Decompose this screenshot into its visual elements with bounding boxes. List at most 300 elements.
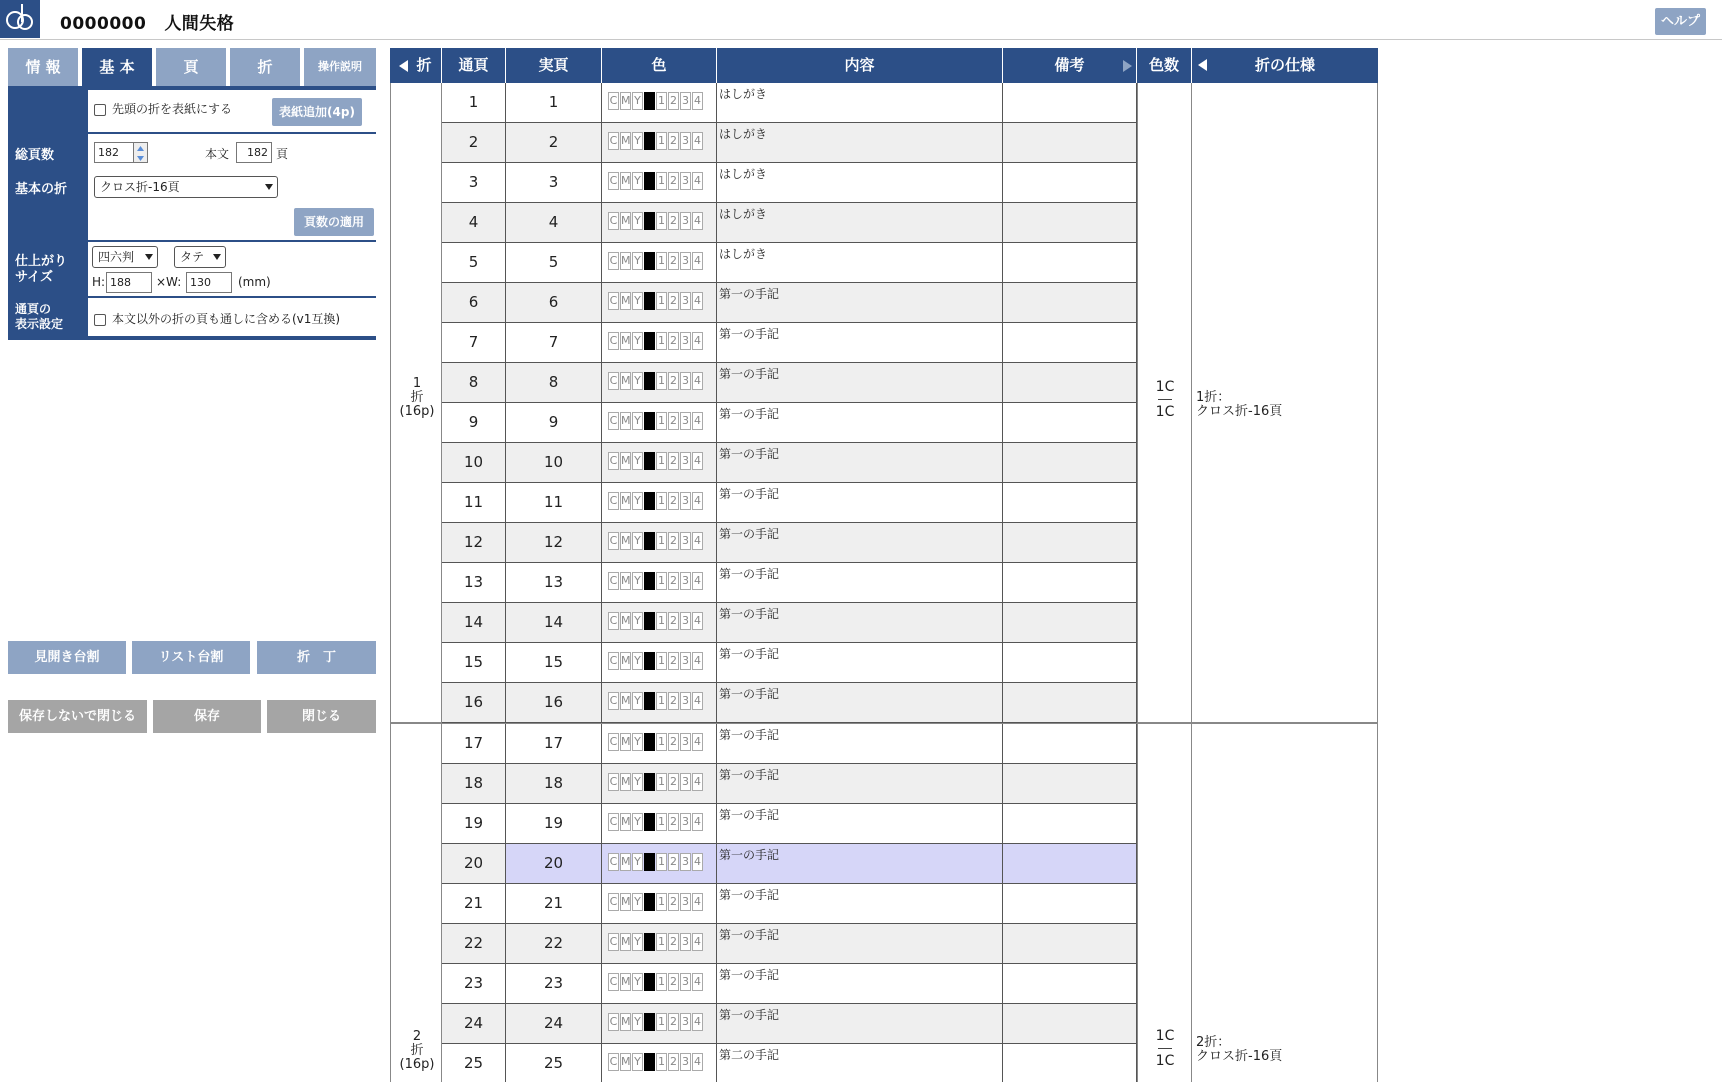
real-page-cell[interactable]: 10 [506, 443, 602, 482]
color-chip-black[interactable] [644, 292, 655, 310]
signature-view-button[interactable]: 折 丁 [257, 641, 376, 674]
color-chip[interactable]: M [620, 572, 631, 590]
color-chip[interactable]: 2 [668, 813, 679, 831]
note-cell[interactable] [1003, 163, 1137, 202]
color-chip[interactable]: 3 [680, 973, 691, 991]
color-chip[interactable]: 4 [692, 692, 703, 710]
content-cell[interactable]: 第一の手記 [717, 924, 1003, 963]
color-chip[interactable]: 3 [680, 132, 691, 150]
color-chip[interactable]: M [620, 1053, 631, 1071]
color-chip[interactable]: Y [632, 1013, 643, 1031]
color-chip[interactable]: 3 [680, 853, 691, 871]
color-chip[interactable]: 1 [656, 933, 667, 951]
color-chip[interactable]: 3 [680, 933, 691, 951]
real-page-cell[interactable]: 14 [506, 603, 602, 642]
page-row[interactable] [442, 483, 1137, 523]
color-chip[interactable]: 4 [692, 372, 703, 390]
content-cell[interactable]: 第一の手記 [717, 523, 1003, 562]
color-chip[interactable]: C [608, 973, 619, 991]
color-chip-black[interactable] [644, 893, 655, 911]
color-chip[interactable]: 1 [656, 532, 667, 550]
color-chip[interactable]: Y [632, 572, 643, 590]
color-chip[interactable]: 4 [692, 252, 703, 270]
color-chip[interactable]: Y [632, 853, 643, 871]
color-chip[interactable]: Y [632, 212, 643, 230]
note-cell[interactable] [1003, 603, 1137, 642]
color-chip[interactable]: C [608, 813, 619, 831]
color-chip[interactable]: 4 [692, 933, 703, 951]
color-chip[interactable]: 3 [680, 733, 691, 751]
note-cell[interactable] [1003, 1004, 1137, 1043]
fold-spec-cell[interactable] [1192, 724, 1378, 1082]
total-pages-stepper[interactable] [134, 142, 148, 163]
note-cell[interactable] [1003, 724, 1137, 763]
page-row[interactable] [442, 323, 1137, 363]
content-cell[interactable]: 第一の手記 [717, 403, 1003, 442]
content-cell[interactable]: はしがき [717, 243, 1003, 282]
color-chip[interactable]: M [620, 132, 631, 150]
color-chip[interactable]: 4 [692, 1013, 703, 1031]
color-chip[interactable]: 1 [656, 172, 667, 190]
color-chip-black[interactable] [644, 612, 655, 630]
real-page-cell[interactable]: 18 [506, 764, 602, 803]
color-chip[interactable]: 2 [668, 933, 679, 951]
color-chip[interactable]: Y [632, 933, 643, 951]
color-chip[interactable]: 1 [656, 893, 667, 911]
real-page-cell[interactable]: 3 [506, 163, 602, 202]
real-page-cell[interactable]: 20 [506, 844, 602, 883]
color-chip[interactable]: 3 [680, 92, 691, 110]
page-row[interactable] [442, 884, 1137, 924]
color-chip[interactable]: 4 [692, 572, 703, 590]
page-row[interactable] [442, 1004, 1137, 1044]
color-count-cell[interactable] [1137, 724, 1192, 1082]
color-chip[interactable]: M [620, 412, 631, 430]
close-button[interactable]: 閉じる [267, 700, 376, 733]
fold-label[interactable] [390, 724, 442, 1082]
orientation-select[interactable] [174, 246, 226, 268]
page-row[interactable] [442, 603, 1137, 643]
help-button[interactable]: ヘルプ [1655, 8, 1706, 35]
color-chip[interactable]: 2 [668, 893, 679, 911]
color-chip[interactable]: 4 [692, 292, 703, 310]
real-page-cell[interactable]: 15 [506, 643, 602, 682]
content-cell[interactable]: 第一の手記 [717, 603, 1003, 642]
color-chip[interactable]: 4 [692, 773, 703, 791]
cover-checkbox[interactable] [94, 104, 106, 116]
note-cell[interactable] [1003, 403, 1137, 442]
color-chip[interactable]: 3 [680, 332, 691, 350]
content-cell[interactable]: 第一の手記 [717, 764, 1003, 803]
color-chip[interactable]: 3 [680, 612, 691, 630]
height-input[interactable]: 188 [106, 272, 152, 293]
color-count-cell[interactable] [1137, 83, 1192, 723]
color-chip[interactable]: 2 [668, 132, 679, 150]
color-chip[interactable]: 4 [692, 652, 703, 670]
note-cell[interactable] [1003, 643, 1137, 682]
real-page-cell[interactable]: 25 [506, 1044, 602, 1082]
page-row[interactable] [442, 924, 1137, 964]
color-chip[interactable]: 2 [668, 652, 679, 670]
color-chip[interactable]: Y [632, 813, 643, 831]
content-cell[interactable]: 第一の手記 [717, 964, 1003, 1003]
color-chip-black[interactable] [644, 1013, 655, 1031]
color-chip[interactable]: Y [632, 252, 643, 270]
content-cell[interactable]: はしがき [717, 123, 1003, 162]
color-chip[interactable]: 2 [668, 292, 679, 310]
add-cover-button[interactable]: 表紙追加(4p) [272, 98, 362, 126]
color-chip[interactable]: 1 [656, 252, 667, 270]
color-chip[interactable]: 1 [656, 853, 667, 871]
tab-basic[interactable]: 基 本 [82, 48, 152, 86]
color-chip[interactable]: 4 [692, 332, 703, 350]
page-row[interactable] [442, 363, 1137, 403]
size-format-select[interactable] [92, 246, 158, 268]
color-chip[interactable]: M [620, 692, 631, 710]
real-page-cell[interactable]: 8 [506, 363, 602, 402]
color-chip[interactable]: 4 [692, 612, 703, 630]
color-chip[interactable]: 3 [680, 773, 691, 791]
color-chip[interactable]: 1 [656, 773, 667, 791]
color-chip[interactable]: M [620, 612, 631, 630]
content-cell[interactable]: 第一の手記 [717, 683, 1003, 722]
color-chip[interactable]: 3 [680, 452, 691, 470]
color-chip-black[interactable] [644, 532, 655, 550]
color-chip[interactable]: Y [632, 532, 643, 550]
content-cell[interactable]: 第一の手記 [717, 724, 1003, 763]
color-chip-black[interactable] [644, 773, 655, 791]
color-chip[interactable]: 4 [692, 492, 703, 510]
note-cell[interactable] [1003, 123, 1137, 162]
color-chip[interactable]: 1 [656, 813, 667, 831]
color-chip[interactable]: Y [632, 292, 643, 310]
note-cell[interactable] [1003, 83, 1137, 122]
page-row[interactable] [442, 683, 1137, 723]
real-page-cell[interactable]: 4 [506, 203, 602, 242]
color-chip[interactable]: 4 [692, 813, 703, 831]
color-chip[interactable]: 1 [656, 332, 667, 350]
content-cell[interactable]: 第一の手記 [717, 844, 1003, 883]
page-row[interactable] [442, 243, 1137, 283]
color-chip-black[interactable] [644, 212, 655, 230]
page-row[interactable] [442, 804, 1137, 844]
color-chip[interactable]: M [620, 733, 631, 751]
color-chip[interactable]: 3 [680, 652, 691, 670]
save-button[interactable]: 保存 [153, 700, 261, 733]
color-chip-black[interactable] [644, 853, 655, 871]
color-chip[interactable]: Y [632, 92, 643, 110]
color-chip-black[interactable] [644, 933, 655, 951]
color-chip[interactable]: 1 [656, 572, 667, 590]
page-row[interactable] [442, 764, 1137, 804]
color-chip[interactable]: 2 [668, 532, 679, 550]
color-chip[interactable]: C [608, 853, 619, 871]
page-row[interactable] [442, 643, 1137, 683]
page-row[interactable] [442, 203, 1137, 243]
color-chip-black[interactable] [644, 452, 655, 470]
color-chip[interactable]: C [608, 252, 619, 270]
note-cell[interactable] [1003, 483, 1137, 522]
content-cell[interactable]: 第一の手記 [717, 283, 1003, 322]
color-chip[interactable]: 2 [668, 612, 679, 630]
color-chip[interactable]: C [608, 492, 619, 510]
color-chip[interactable]: 1 [656, 1053, 667, 1071]
page-row[interactable] [442, 403, 1137, 443]
content-cell[interactable]: 第一の手記 [717, 804, 1003, 843]
body-pages-input[interactable]: 182 [236, 142, 272, 163]
color-chip[interactable]: M [620, 532, 631, 550]
color-chip[interactable]: 2 [668, 252, 679, 270]
real-page-cell[interactable]: 12 [506, 523, 602, 562]
real-page-cell[interactable]: 23 [506, 964, 602, 1003]
color-chip[interactable]: 2 [668, 733, 679, 751]
note-cell[interactable] [1003, 563, 1137, 602]
color-chip[interactable]: 2 [668, 332, 679, 350]
color-chip[interactable]: 4 [692, 853, 703, 871]
color-chip[interactable]: 4 [692, 92, 703, 110]
note-cell[interactable] [1003, 764, 1137, 803]
color-chip[interactable]: C [608, 1013, 619, 1031]
color-chip[interactable]: Y [632, 452, 643, 470]
color-chip[interactable]: C [608, 652, 619, 670]
close-without-save-button[interactable]: 保存しないで閉じる [8, 700, 147, 733]
color-chip[interactable]: 4 [692, 1053, 703, 1071]
color-chip-black[interactable] [644, 132, 655, 150]
color-chip[interactable]: C [608, 692, 619, 710]
real-page-cell[interactable]: 16 [506, 683, 602, 722]
real-page-cell[interactable]: 7 [506, 323, 602, 362]
color-chip[interactable]: 4 [692, 733, 703, 751]
color-chip[interactable]: C [608, 332, 619, 350]
color-chip[interactable]: M [620, 452, 631, 470]
color-chip[interactable]: 3 [680, 372, 691, 390]
color-chip[interactable]: C [608, 292, 619, 310]
color-chip[interactable]: Y [632, 132, 643, 150]
color-chip[interactable]: 3 [680, 492, 691, 510]
tab-folds[interactable]: 折 [230, 48, 300, 86]
note-cell[interactable] [1003, 323, 1137, 362]
color-chip-black[interactable] [644, 492, 655, 510]
color-chip[interactable]: 4 [692, 452, 703, 470]
real-page-cell[interactable]: 1 [506, 83, 602, 122]
color-chip[interactable]: 1 [656, 492, 667, 510]
color-chip[interactable]: 2 [668, 1013, 679, 1031]
color-chip[interactable]: M [620, 292, 631, 310]
page-row[interactable] [442, 563, 1137, 603]
color-chip[interactable]: 4 [692, 172, 703, 190]
color-chip[interactable]: 1 [656, 692, 667, 710]
color-chip[interactable]: C [608, 132, 619, 150]
real-page-cell[interactable]: 22 [506, 924, 602, 963]
color-chip[interactable]: 2 [668, 412, 679, 430]
color-chip[interactable]: 2 [668, 773, 679, 791]
color-chip[interactable]: C [608, 92, 619, 110]
color-chip[interactable]: 3 [680, 1013, 691, 1031]
color-chip[interactable]: 3 [680, 252, 691, 270]
color-chip[interactable]: Y [632, 893, 643, 911]
color-chip-black[interactable] [644, 372, 655, 390]
page-row[interactable] [442, 283, 1137, 323]
color-chip[interactable]: M [620, 212, 631, 230]
color-chip[interactable]: 2 [668, 492, 679, 510]
list-view-button[interactable]: リスト台割 [132, 641, 250, 674]
real-page-cell[interactable]: 24 [506, 1004, 602, 1043]
content-cell[interactable]: 第一の手記 [717, 1004, 1003, 1043]
note-cell[interactable] [1003, 523, 1137, 562]
base-fold-select[interactable] [94, 176, 278, 198]
color-chip[interactable]: 1 [656, 652, 667, 670]
color-chip[interactable]: C [608, 893, 619, 911]
color-chip[interactable]: 1 [656, 452, 667, 470]
page-row[interactable] [442, 724, 1137, 764]
tab-info[interactable]: 情 報 [8, 48, 78, 86]
note-cell[interactable] [1003, 243, 1137, 282]
color-chip[interactable]: 4 [692, 132, 703, 150]
note-cell[interactable] [1003, 283, 1137, 322]
color-chip[interactable]: 3 [680, 532, 691, 550]
app-logo[interactable] [0, 0, 40, 38]
color-chip[interactable]: 4 [692, 973, 703, 991]
page-row[interactable] [442, 1044, 1137, 1082]
note-column-header[interactable]: 備考 [1003, 48, 1137, 83]
color-chip[interactable]: Y [632, 1053, 643, 1071]
page-row[interactable] [442, 844, 1137, 884]
color-chip[interactable]: C [608, 1053, 619, 1071]
color-chip[interactable]: 1 [656, 212, 667, 230]
note-cell[interactable] [1003, 884, 1137, 923]
note-cell[interactable] [1003, 804, 1137, 843]
color-chip[interactable]: Y [632, 973, 643, 991]
note-cell[interactable] [1003, 443, 1137, 482]
width-input[interactable]: 130 [186, 272, 232, 293]
color-chip[interactable]: 4 [692, 212, 703, 230]
color-chip[interactable]: C [608, 733, 619, 751]
color-chip[interactable]: M [620, 773, 631, 791]
color-chip[interactable]: C [608, 572, 619, 590]
page-row[interactable] [442, 163, 1137, 203]
color-chip[interactable]: Y [632, 612, 643, 630]
color-chip[interactable]: 2 [668, 1053, 679, 1071]
color-chip-black[interactable] [644, 652, 655, 670]
content-cell[interactable]: 第一の手記 [717, 483, 1003, 522]
content-cell[interactable]: はしがき [717, 83, 1003, 122]
note-cell[interactable] [1003, 924, 1137, 963]
color-chip[interactable]: 1 [656, 1013, 667, 1031]
color-chip[interactable]: M [620, 853, 631, 871]
color-chip[interactable]: Y [632, 412, 643, 430]
content-cell[interactable]: はしがき [717, 203, 1003, 242]
content-cell[interactable]: 第一の手記 [717, 363, 1003, 402]
color-chip-black[interactable] [644, 412, 655, 430]
color-chip-black[interactable] [644, 252, 655, 270]
color-chip[interactable]: 1 [656, 292, 667, 310]
color-chip[interactable]: 4 [692, 412, 703, 430]
page-row[interactable] [442, 83, 1137, 123]
color-chip[interactable]: 4 [692, 532, 703, 550]
total-pages-input[interactable]: 182 [94, 142, 134, 163]
color-chip[interactable]: 3 [680, 292, 691, 310]
color-chip[interactable]: C [608, 172, 619, 190]
fold-spec-column-header[interactable]: 折の仕様 [1192, 48, 1378, 83]
tab-pages[interactable]: 頁 [156, 48, 226, 86]
real-page-cell[interactable]: 21 [506, 884, 602, 923]
content-cell[interactable]: 第二の手記 [717, 1044, 1003, 1082]
color-chip[interactable]: C [608, 452, 619, 470]
color-chip[interactable]: Y [632, 492, 643, 510]
real-page-cell[interactable]: 17 [506, 724, 602, 763]
real-page-cell[interactable]: 9 [506, 403, 602, 442]
color-chip[interactable]: 2 [668, 372, 679, 390]
color-chip[interactable]: M [620, 813, 631, 831]
color-chip[interactable]: C [608, 612, 619, 630]
fold-label[interactable] [390, 83, 442, 723]
color-chip-black[interactable] [644, 1053, 655, 1071]
real-page-cell[interactable]: 6 [506, 283, 602, 322]
color-chip[interactable]: M [620, 973, 631, 991]
color-chip[interactable]: Y [632, 332, 643, 350]
color-chip[interactable]: 3 [680, 1053, 691, 1071]
color-chip[interactable]: 2 [668, 973, 679, 991]
color-chip-black[interactable] [644, 813, 655, 831]
color-chip-black[interactable] [644, 332, 655, 350]
color-chip[interactable]: M [620, 372, 631, 390]
color-chip[interactable]: C [608, 773, 619, 791]
real-page-cell[interactable]: 5 [506, 243, 602, 282]
content-cell[interactable]: はしがき [717, 163, 1003, 202]
color-chip[interactable]: C [608, 933, 619, 951]
color-chip[interactable]: C [608, 212, 619, 230]
color-chip[interactable]: 1 [656, 973, 667, 991]
fold-column-header[interactable]: 折 [390, 48, 442, 83]
color-chip[interactable]: C [608, 412, 619, 430]
color-chip[interactable]: M [620, 92, 631, 110]
note-cell[interactable] [1003, 964, 1137, 1003]
color-chip[interactable]: M [620, 252, 631, 270]
color-chip[interactable]: 2 [668, 92, 679, 110]
color-chip[interactable]: 1 [656, 412, 667, 430]
color-chip[interactable]: Y [632, 372, 643, 390]
note-cell[interactable] [1003, 1044, 1137, 1082]
color-chip[interactable]: 2 [668, 572, 679, 590]
color-chip[interactable]: M [620, 1013, 631, 1031]
color-chip[interactable]: Y [632, 733, 643, 751]
color-chip[interactable]: 2 [668, 452, 679, 470]
note-cell[interactable] [1003, 683, 1137, 722]
page-row[interactable] [442, 523, 1137, 563]
note-cell[interactable] [1003, 203, 1137, 242]
display-checkbox[interactable] [94, 314, 106, 326]
fold-spec-cell[interactable] [1192, 83, 1378, 723]
color-chip[interactable]: 3 [680, 212, 691, 230]
color-chip[interactable]: 1 [656, 132, 667, 150]
color-chip[interactable]: Y [632, 692, 643, 710]
color-chip[interactable]: 3 [680, 813, 691, 831]
color-chip[interactable]: 3 [680, 692, 691, 710]
color-chip[interactable]: M [620, 492, 631, 510]
page-row[interactable] [442, 964, 1137, 1004]
color-chip[interactable]: 3 [680, 412, 691, 430]
color-chip-black[interactable] [644, 172, 655, 190]
content-cell[interactable]: 第一の手記 [717, 563, 1003, 602]
color-chip[interactable]: 3 [680, 893, 691, 911]
color-chip[interactable]: 3 [680, 572, 691, 590]
note-cell[interactable] [1003, 844, 1137, 883]
apply-pages-button[interactable]: 頁数の適用 [294, 208, 374, 236]
color-chip[interactable]: 3 [680, 172, 691, 190]
content-cell[interactable]: 第一の手記 [717, 323, 1003, 362]
color-chip-black[interactable] [644, 733, 655, 751]
color-chip[interactable]: 2 [668, 853, 679, 871]
